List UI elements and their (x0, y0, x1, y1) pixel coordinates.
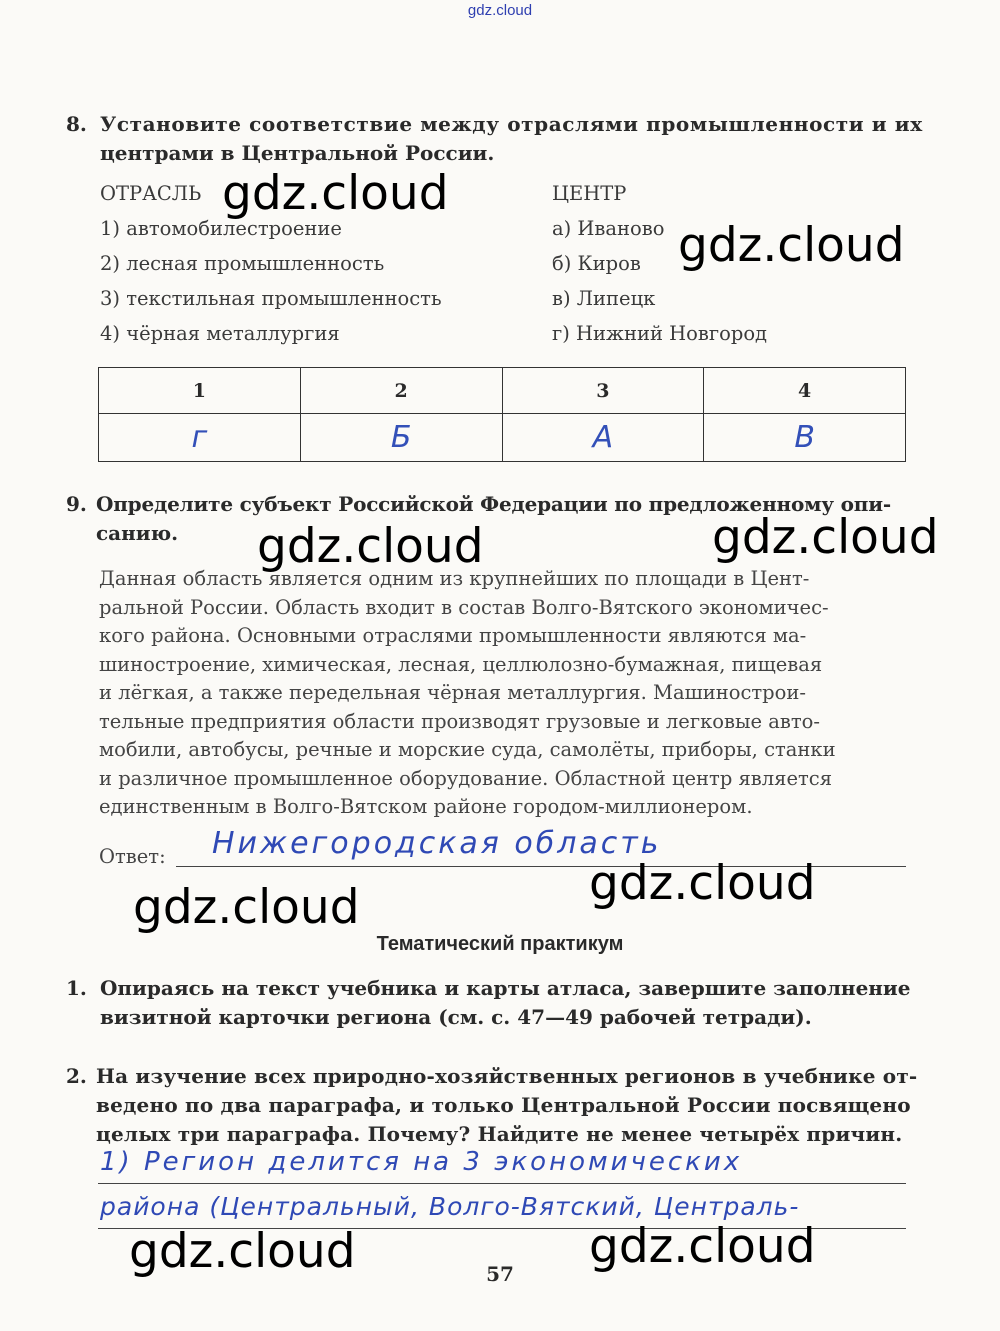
table-header-cell: 2 (300, 368, 502, 414)
answer-label: Ответ: (99, 845, 166, 868)
task-1-line-1: Опираясь на текст учебника и карты атласа, завершите заполнение (100, 976, 911, 1000)
task-1-line-2: визитной карточки региона (см. с. 47—49 рабочей тетради). (100, 1005, 812, 1029)
description-line: шиностроение, химическая, лесная, целлюлозно-бумажная, пищевая (99, 652, 823, 676)
description-line: и лёгкая, а также передельная чёрная металлургия. Машинострои- (99, 681, 806, 704)
watermark: gdz.cloud (589, 1219, 816, 1274)
watermark: gdz.cloud (678, 218, 905, 273)
branch-item: 4) чёрная металлургия (100, 322, 340, 345)
watermark: gdz.cloud (257, 519, 484, 574)
question-8-line-1: Установите соответствие между отраслями промышленности и их (100, 112, 923, 136)
branches-header: ОТРАСЛЬ (100, 182, 202, 205)
watermark: gdz.cloud (129, 1224, 356, 1279)
task-2 (66, 1062, 916, 1149)
table-answer-cell: г (99, 414, 301, 462)
question-8-number: 8. (66, 112, 87, 136)
table-answer-cell: Б (300, 414, 502, 462)
branch-item: 1) автомобилестроение (100, 217, 342, 240)
table-answer-cell: А (502, 414, 704, 462)
question-8 (66, 110, 923, 168)
handwriting-line-1: 1) Регион делится на 3 экономических (100, 1147, 743, 1177)
watermark: gdz.cloud (133, 880, 360, 935)
table-header-cell: 3 (502, 368, 704, 414)
centers-header: ЦЕНТР (552, 182, 627, 205)
question-9-line-1: Определите субъект Российской Федерации по предложенному опи- (96, 492, 891, 516)
writing-line (98, 1183, 906, 1184)
handwriting-line-2: района (Центральный, Волго-Вятский, Централь- (100, 1192, 800, 1221)
branch-item: 2) лесная промышленность (100, 252, 385, 275)
table-answer-cell: В (704, 414, 906, 462)
task-1 (66, 974, 916, 1032)
center-item: а) Иваново (552, 217, 665, 240)
description-line: и различное промышленное оборудование. Областной центр является (99, 766, 833, 790)
center-item: б) Киров (552, 252, 641, 275)
description-line: ральной России. Область входит в состав Волго-Вятского экономичес- (99, 595, 829, 619)
watermark: gdz.cloud (712, 510, 939, 565)
center-item: г) Нижний Новгород (552, 322, 768, 345)
task-2-line-2: ведено по два параграфа, и только Центральной России посвящено (96, 1093, 911, 1117)
description-line: единственным в Волго-Вятском районе городом-миллионером. (99, 795, 753, 818)
practicum-heading: Тематический практикум (376, 933, 624, 955)
watermark: gdz.cloud (222, 166, 449, 221)
question-9-line-2: санию. (96, 521, 179, 545)
task-2-line-3: целых три параграфа. Почему? Найдите не менее четырёх причин. (96, 1122, 903, 1146)
answer-table (98, 367, 906, 462)
task-2-line-1: На изучение всех природно-хозяйственных регионов в учебнике от- (96, 1064, 918, 1088)
question-9-number: 9. (66, 492, 87, 516)
answer-handwriting: Нижегородская область (212, 826, 662, 861)
task-1-number: 1. (66, 976, 87, 1000)
description-line: мобили, автобусы, речные и морские суда, самолёты, приборы, станки (99, 738, 836, 761)
description-line: Данная область является одним из крупнейших по площади в Цент- (99, 567, 810, 590)
branch-item: 3) текстильная промышленность (100, 287, 442, 310)
page-number: 57 (486, 1262, 514, 1286)
center-item: в) Липецк (552, 287, 656, 310)
watermark: gdz.cloud (589, 856, 816, 911)
description-line: кого района. Основными отраслями промышленности являются ма- (99, 624, 807, 647)
site-mark: gdz.cloud (467, 2, 533, 19)
table-header-cell: 1 (99, 368, 301, 414)
task-2-number: 2. (66, 1064, 87, 1088)
question-8-line-2: центрами в Центральной России. (100, 141, 495, 165)
description-line: тельные предприятия области производят грузовые и легковые авто- (99, 709, 820, 733)
region-description (99, 565, 919, 822)
table-header-cell: 4 (704, 368, 906, 414)
